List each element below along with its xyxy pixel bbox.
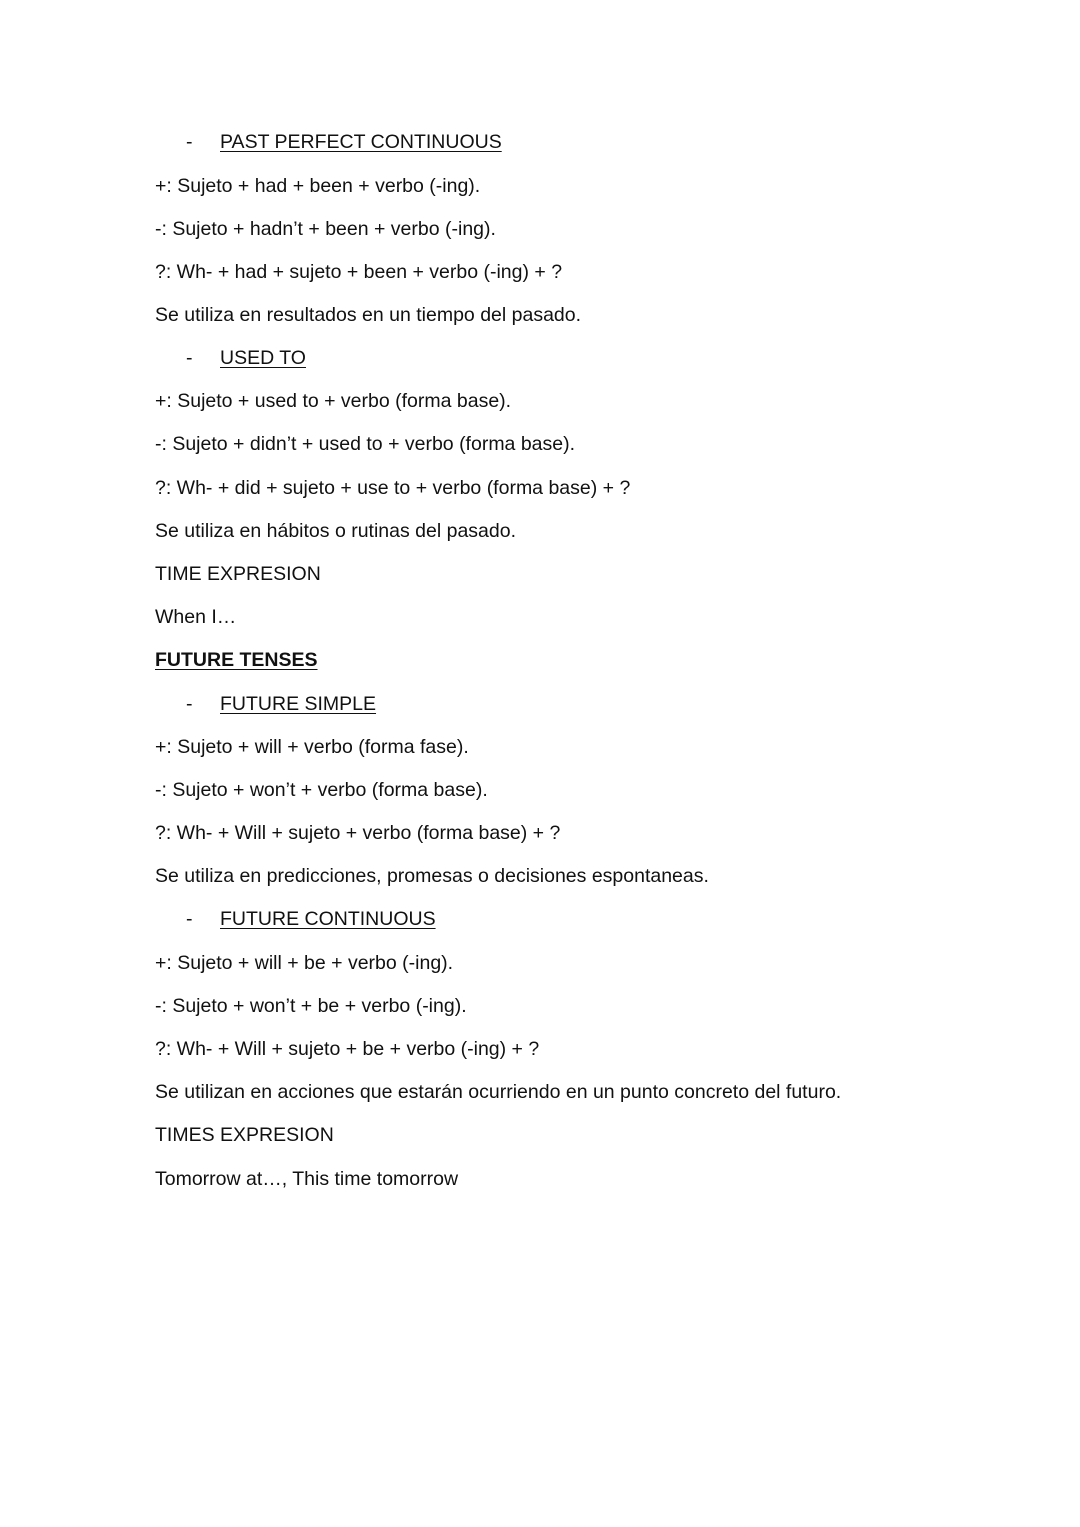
bullet-marker: - xyxy=(186,347,193,369)
subheading-future-simple: FUTURE SIMPLE xyxy=(220,693,377,715)
past-perfect-continuous-negative: -: Sujeto + hadn’t + been + verbo (-ing). xyxy=(155,218,496,240)
subheading-future-continuous: FUTURE CONTINUOUS xyxy=(220,908,436,930)
bullet-marker: - xyxy=(186,693,193,715)
past-perfect-continuous-usage: Se utiliza en resultados en un tiempo del pasado. xyxy=(155,304,582,326)
past-perfect-continuous-question: ?: Wh- + had + sujeto + been + verbo (-ing) + ? xyxy=(155,261,563,283)
future-simple-negative: -: Sujeto + won’t + verbo (forma base). xyxy=(155,779,488,801)
future-continuous-usage: Se utilizan en acciones que estarán ocurriendo en un punto concreto del futuro. xyxy=(155,1081,842,1103)
bullet-marker: - xyxy=(186,908,193,930)
future-simple-positive: +: Sujeto + will + verbo (forma fase). xyxy=(155,736,469,758)
future-simple-usage: Se utiliza en predicciones, promesas o decisiones espontaneas. xyxy=(155,865,709,887)
past-perfect-continuous-positive: +: Sujeto + had + been + verbo (-ing). xyxy=(155,175,481,197)
future-continuous-time-expression-value: Tomorrow at…, This time tomorrow xyxy=(155,1168,459,1190)
bullet-marker: - xyxy=(186,131,193,153)
used-to-positive: +: Sujeto + used to + verbo (forma base). xyxy=(155,390,512,412)
future-continuous-time-expression-label: TIMES EXPRESION xyxy=(155,1124,334,1146)
section-heading-future-tenses: FUTURE TENSES xyxy=(155,649,318,671)
used-to-negative: -: Sujeto + didn’t + used to + verbo (forma base). xyxy=(155,433,576,455)
future-continuous-negative: -: Sujeto + won’t + be + verbo (-ing). xyxy=(155,995,467,1017)
used-to-time-expression-label: TIME EXPRESION xyxy=(155,563,321,585)
future-simple-question: ?: Wh- + Will + sujeto + verbo (forma base) + ? xyxy=(155,822,561,844)
future-continuous-question: ?: Wh- + Will + sujeto + be + verbo (-ing) + ? xyxy=(155,1038,540,1060)
used-to-usage: Se utiliza en hábitos o rutinas del pasado. xyxy=(155,520,516,542)
future-continuous-positive: +: Sujeto + will + be + verbo (-ing). xyxy=(155,952,454,974)
used-to-time-expression-value: When I… xyxy=(155,606,237,628)
subheading-past-perfect-continuous: PAST PERFECT CONTINUOUS xyxy=(220,131,502,153)
used-to-question: ?: Wh- + did + sujeto + use to + verbo (forma base) + ? xyxy=(155,477,631,499)
subheading-used-to: USED TO xyxy=(220,347,306,369)
